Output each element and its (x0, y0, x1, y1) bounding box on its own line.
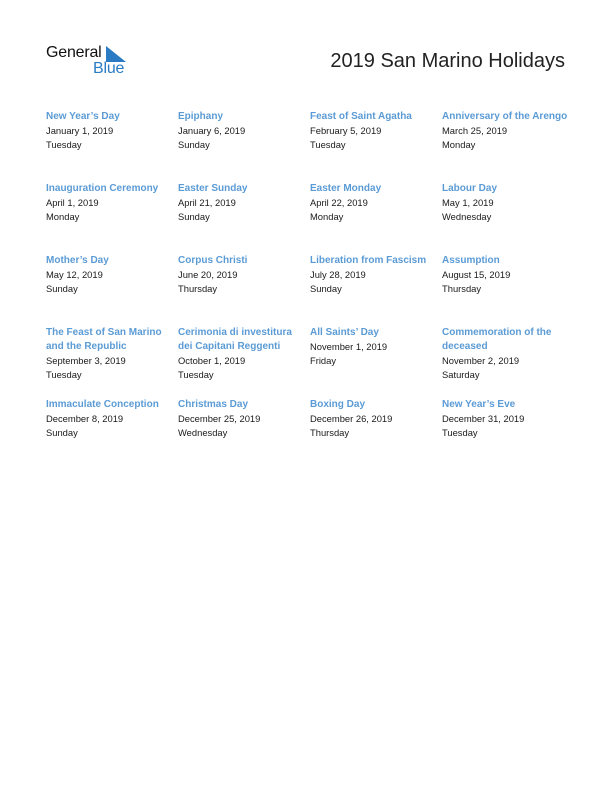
holiday-item (310, 397, 442, 469)
holiday-weekday: Friday (310, 355, 337, 366)
holiday-date: December 31, 2019 (442, 413, 525, 424)
holiday-weekday: Sunday (178, 211, 210, 222)
holiday-item (310, 325, 442, 397)
holiday-weekday: Wednesday (178, 427, 228, 438)
holiday-weekday: Tuesday (310, 139, 346, 150)
holiday-date: April 22, 2019 (310, 197, 368, 208)
holiday-weekday: Sunday (178, 139, 210, 150)
holiday-item (46, 109, 178, 181)
holiday-name: Liberation from Fascism (310, 255, 427, 266)
holiday-date: January 1, 2019 (46, 125, 114, 136)
holiday-date: November 2, 2019 (442, 355, 520, 366)
holiday-item (178, 397, 310, 469)
holiday-weekday: Saturday (442, 369, 480, 380)
holiday-item (178, 181, 310, 253)
holiday-name: Labour Day (442, 183, 498, 194)
holiday-date: October 1, 2019 (178, 355, 246, 366)
logo-text-general: General (46, 44, 102, 61)
holiday-name: Easter Sunday (178, 183, 248, 194)
holiday-name: Corpus Christi (178, 255, 248, 266)
holiday-date: December 26, 2019 (310, 413, 393, 424)
holiday-name: Boxing Day (310, 399, 366, 410)
holiday-name: Immaculate Conception (46, 399, 159, 410)
holiday-name: Epiphany (178, 111, 224, 122)
holiday-weekday: Tuesday (178, 369, 214, 380)
holiday-weekday: Thursday (442, 283, 482, 294)
generalblue-logo (46, 44, 136, 80)
holiday-item (442, 109, 574, 181)
holiday-name: Commemoration of the deceased (442, 327, 552, 352)
holiday-item (178, 109, 310, 181)
holiday-weekday: Sunday (310, 283, 342, 294)
holiday-name: All Saints’ Day (310, 327, 379, 338)
holiday-item (46, 253, 178, 325)
holiday-weekday: Wednesday (442, 211, 492, 222)
holiday-weekday: Monday (46, 211, 80, 222)
holiday-grid (46, 109, 576, 469)
holiday-date: May 1, 2019 (442, 197, 494, 208)
holiday-date: May 12, 2019 (46, 269, 103, 280)
holiday-item (310, 109, 442, 181)
holiday-date: November 1, 2019 (310, 341, 388, 352)
holiday-item (46, 325, 178, 397)
holiday-name: Christmas Day (178, 399, 249, 410)
holiday-name: Assumption (442, 255, 500, 266)
holiday-weekday: Monday (442, 139, 476, 150)
holiday-item (442, 253, 574, 325)
holiday-name: Feast of Saint Agatha (310, 111, 412, 122)
holiday-weekday: Tuesday (442, 427, 478, 438)
holiday-item (442, 325, 574, 397)
holiday-date: January 6, 2019 (178, 125, 246, 136)
holiday-name: Cerimonia di investitura dei Capitani Reggenti (178, 327, 292, 352)
holiday-item (310, 253, 442, 325)
holiday-name: Easter Monday (310, 183, 382, 194)
holiday-weekday: Sunday (46, 283, 78, 294)
holiday-name: Anniversary of the Arengo (442, 111, 568, 122)
holiday-weekday: Tuesday (46, 369, 82, 380)
holiday-date: July 28, 2019 (310, 269, 366, 280)
holiday-date: September 3, 2019 (46, 355, 126, 366)
holiday-date: February 5, 2019 (310, 125, 382, 136)
holiday-date: December 25, 2019 (178, 413, 261, 424)
holiday-weekday: Thursday (310, 427, 350, 438)
holiday-item (310, 181, 442, 253)
holiday-weekday: Monday (310, 211, 344, 222)
holiday-name: Inauguration Ceremony (46, 183, 159, 194)
holiday-date: April 21, 2019 (178, 197, 236, 208)
holiday-date: June 20, 2019 (178, 269, 238, 280)
holiday-weekday: Tuesday (46, 139, 82, 150)
holiday-date: March 25, 2019 (442, 125, 508, 136)
page-title: 2019 San Marino Holidays (330, 50, 565, 72)
holiday-weekday: Thursday (178, 283, 218, 294)
holiday-item (178, 253, 310, 325)
logo-text-blue: Blue (93, 60, 125, 77)
holiday-name: New Year’s Eve (442, 399, 516, 410)
holiday-item (46, 397, 178, 469)
holiday-date: December 8, 2019 (46, 413, 124, 424)
holiday-item (442, 397, 574, 469)
holiday-weekday: Sunday (46, 427, 78, 438)
holiday-name: The Feast of San Marino and the Republic (46, 327, 162, 352)
holiday-item (178, 325, 310, 397)
holiday-item (442, 181, 574, 253)
holiday-date: April 1, 2019 (46, 197, 99, 208)
holiday-date: August 15, 2019 (442, 269, 511, 280)
holiday-item (46, 181, 178, 253)
holiday-name: Mother’s Day (46, 255, 109, 266)
holiday-name: New Year’s Day (46, 111, 120, 122)
